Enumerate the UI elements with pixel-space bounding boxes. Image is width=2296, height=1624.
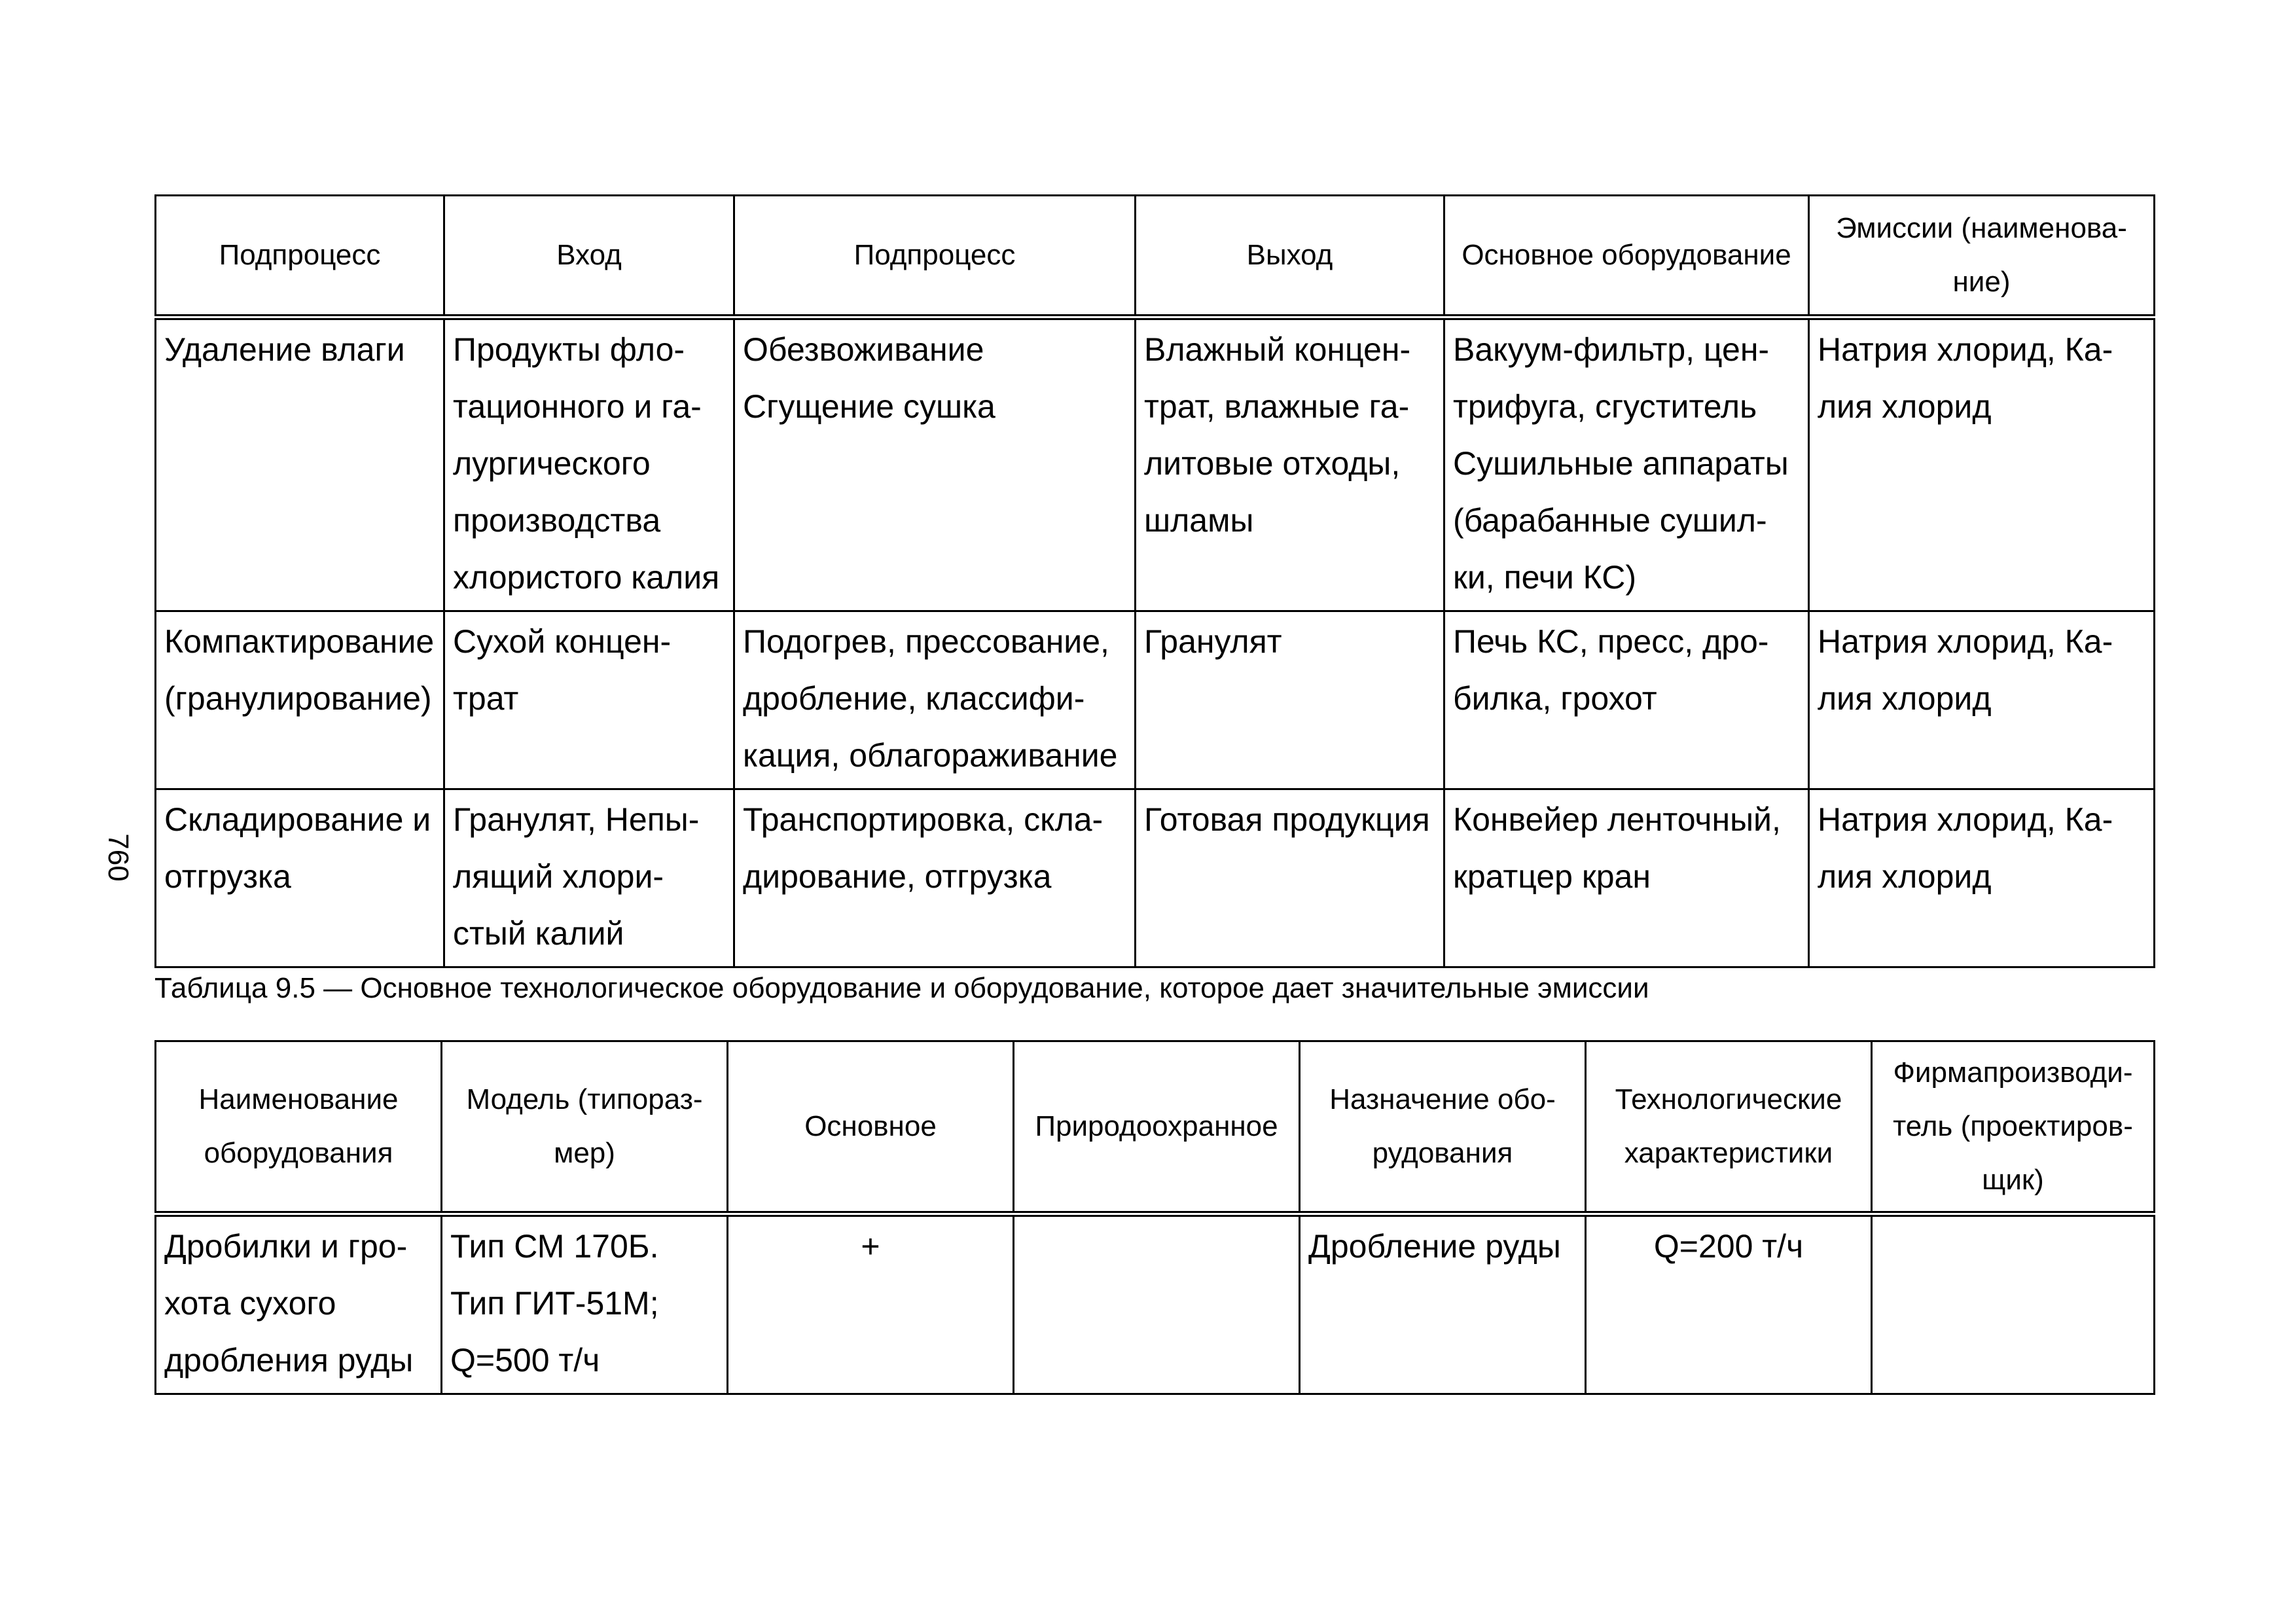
table-row xyxy=(156,611,2155,789)
table-cell: Продукты фло-тационного и га-лургического производства хлористого калия xyxy=(444,317,734,611)
table-cell: Компактирование (гранулирование) xyxy=(156,611,444,789)
column-header: Фирмапроизводи-тель (проектиров-щик) xyxy=(1872,1041,2155,1214)
table-cell: + xyxy=(728,1214,1014,1394)
table-header-row xyxy=(156,1041,2155,1214)
table-cell: Q=200 т/ч xyxy=(1586,1214,1872,1394)
table-caption: Таблица 9.5 — Основное технологическое оборудование и оборудование, которое дает значительные эмиссии xyxy=(154,972,1649,1004)
table-cell xyxy=(1014,1214,1300,1394)
table-cell: Конвейер ленточный, кратцер кран xyxy=(1444,789,1809,967)
table-cell: Дробилки и гро-хота сухого дробления руды xyxy=(156,1214,442,1394)
column-header: Модель (типораз-мер) xyxy=(442,1041,728,1214)
table-cell: Удаление влаги xyxy=(156,317,444,611)
column-header: Технологические характеристики xyxy=(1586,1041,1872,1214)
table-cell: Гранулят, Непы-лящий хлори-стый калий xyxy=(444,789,734,967)
table-cell: Гранулят xyxy=(1136,611,1444,789)
table-header-row xyxy=(156,196,2155,317)
column-header: Наименование оборудования xyxy=(156,1041,442,1214)
table-row xyxy=(156,317,2155,611)
column-header: Подпроцесс xyxy=(734,196,1136,317)
column-header: Выход xyxy=(1136,196,1444,317)
table-cell xyxy=(1872,1214,2155,1394)
column-header: Природоохранное xyxy=(1014,1041,1300,1214)
table-cell: Печь КС, пресс, дро-билка, грохот xyxy=(1444,611,1809,789)
table-cell: Вакуум-фильтр, цен-трифуга, сгуститель Сушильные аппараты (барабанные сушил-ки, печи КС) xyxy=(1444,317,1809,611)
table-cell: Готовая продукция xyxy=(1136,789,1444,967)
column-header: Основное xyxy=(728,1041,1014,1214)
table-cell: Транспортировка, скла-дирование, отгрузка xyxy=(734,789,1136,967)
table-cell: Дробление руды xyxy=(1300,1214,1586,1394)
column-header: Назначение обо-рудования xyxy=(1300,1041,1586,1214)
table-row xyxy=(156,1214,2155,1394)
column-header: Подпроцесс xyxy=(156,196,444,317)
column-header: Эмиссии (наименова-ние) xyxy=(1809,196,2155,317)
column-header: Основное оборудование xyxy=(1444,196,1809,317)
table-cell: Натрия хлорид, Ка-лия хлорид xyxy=(1809,789,2155,967)
table-cell: Сухой концен-трат xyxy=(444,611,734,789)
table-cell: Влажный концен-трат, влажные га-литовые отходы, шламы xyxy=(1136,317,1444,611)
equipment-table xyxy=(154,1040,2155,1395)
page-number: 760 xyxy=(102,833,134,882)
table-cell: Подогрев, прессование, дробление, классифи-кация, облагораживание xyxy=(734,611,1136,789)
table-row xyxy=(156,789,2155,967)
column-header: Вход xyxy=(444,196,734,317)
table-cell: Обезвоживание Сгущение сушка xyxy=(734,317,1136,611)
table-cell: Натрия хлорид, Ка-лия хлорид xyxy=(1809,611,2155,789)
table-cell: Тип СМ 170Б. Тип ГИТ-51М; Q=500 т/ч xyxy=(442,1214,728,1394)
subprocess-table xyxy=(154,194,2155,968)
table-cell: Натрия хлорид, Ка-лия хлорид xyxy=(1809,317,2155,611)
table-cell: Складирование и отгрузка xyxy=(156,789,444,967)
